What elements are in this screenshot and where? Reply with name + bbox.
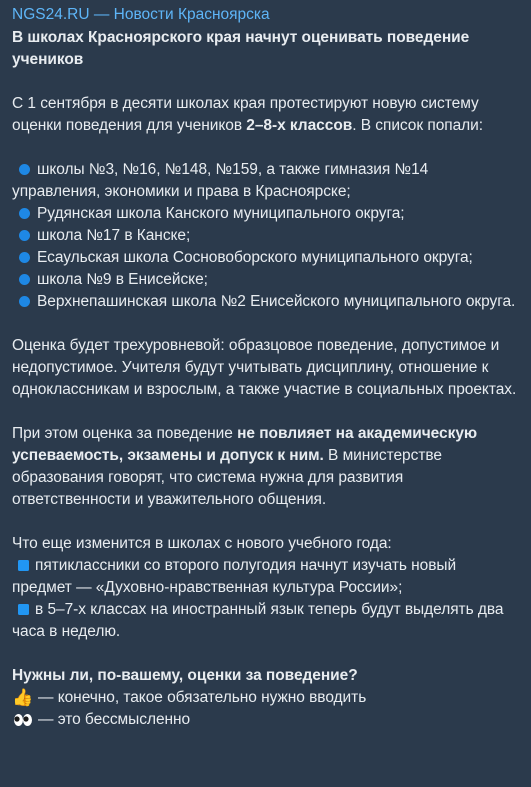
post-title: В школах Красноярского края начнут оценивать поведение учеников — [12, 29, 470, 68]
list-item: школа №17 в Канске; — [12, 225, 519, 247]
list-item: Рудянская школа Канского муниципального округа; — [12, 203, 519, 225]
effect-paragraph: При этом оценка за поведение не повлияет на академическую успеваемость, экзамены и допуск к ним. В министерстве образования говорят, что система нужна для развития ответственности и уважительного общения. — [12, 425, 478, 508]
intro-paragraph — [12, 93, 519, 137]
levels-paragraph: Оценка будет трехуровневой: образцовое поведение, допустимое и недопустимое. Учителя будут учитывать дисциплину, отношение к одноклассникам и взрослым, а также участие в социальных проектах. — [12, 337, 517, 398]
blue-square-icon — [18, 560, 29, 571]
blue-circle-icon — [19, 252, 30, 263]
list-item: школы №3, №16, №148, №159, а также гимназия №14 управления, экономики и права в Красноярске; — [12, 161, 429, 200]
list-item: Верхнепашинская школа №2 Енисейского муниципального округа. — [12, 291, 519, 313]
schools-list — [12, 159, 519, 313]
message-text — [12, 27, 519, 731]
intro-grades-bold: 2–8-х классов — [246, 117, 353, 134]
blue-circle-icon — [19, 164, 30, 175]
blue-square-icon — [18, 604, 29, 615]
list-item: школа №9 в Енисейске; — [12, 269, 519, 291]
list-item: в 5–7-х классах на иностранный язык теперь будут выделять два часа в неделю. — [12, 601, 504, 640]
blue-circle-icon — [19, 296, 30, 307]
changes-list — [12, 555, 519, 643]
intro-text-before: С 1 сентября в десяти школах края протестируют новую систему оценки поведения для учеников — [12, 95, 479, 134]
intro-text-after: . В список попали: — [352, 117, 484, 134]
list-item: пятиклассники со второго полугодия начнут изучать новый предмет — «Духовно-нравственная культура России»; — [12, 557, 457, 596]
poll-option: — это бессмысленно — [12, 709, 519, 731]
changes-heading: Что еще изменится в школах с нового учебного года: — [12, 535, 392, 552]
poll-question: Нужны ли, по-вашему, оценки за поведение? — [12, 667, 358, 684]
blue-circle-icon — [19, 208, 30, 219]
poll-option: 👍 — конечно, такое обязательно нужно вводить — [12, 688, 367, 708]
blue-circle-icon — [19, 274, 30, 285]
thumbs-up-icon: 👍 — [12, 688, 34, 708]
blue-circle-icon — [19, 230, 30, 241]
channel-name-link[interactable]: NGS24.RU — Новости Красноярска — [12, 6, 270, 23]
list-item: Есаульская школа Сосновоборского муниципального округа; — [12, 247, 519, 269]
eyes-icon — [12, 709, 34, 731]
effect-bold: не повлияет на академическую успеваемость, экзамены и допуск к ним. — [12, 425, 478, 464]
